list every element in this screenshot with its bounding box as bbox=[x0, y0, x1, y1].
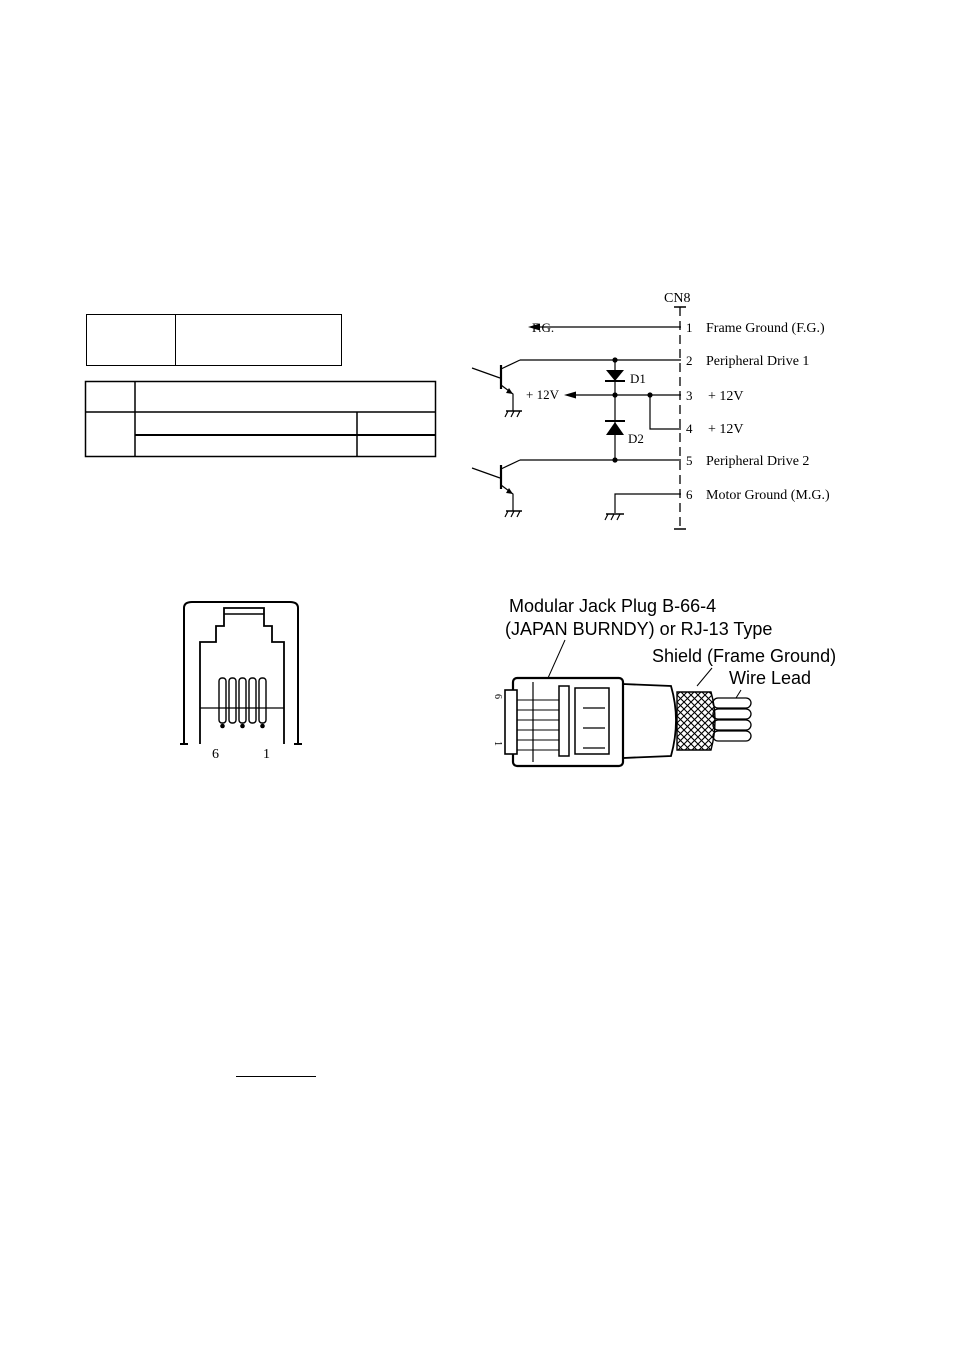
pin-label: Peripheral Drive 2 bbox=[706, 454, 810, 469]
table-cell bbox=[176, 315, 342, 366]
pin-6 bbox=[605, 487, 830, 520]
underline-rule bbox=[236, 1076, 316, 1077]
cn8-circuit-diagram bbox=[460, 285, 880, 540]
pin-label: Motor Ground (M.G.) bbox=[706, 488, 830, 503]
d2-label: D2 bbox=[628, 431, 644, 446]
jack-pin-6-label: 6 bbox=[212, 747, 219, 762]
modular-plug-diagram bbox=[492, 590, 870, 770]
plug-pin-6-label: 6 bbox=[492, 694, 503, 699]
plug-title-line1: Modular Jack Plug B-66-4 bbox=[509, 596, 717, 616]
transistor-1 bbox=[472, 360, 522, 417]
plug-title-line2: (JAPAN BURNDY) or RJ-13 Type bbox=[505, 619, 773, 639]
cable-sheath bbox=[623, 684, 676, 758]
jack-contacts bbox=[219, 678, 266, 723]
plug-body bbox=[505, 678, 623, 766]
diode-d2 bbox=[605, 421, 644, 446]
plug-pin-1-label: 1 bbox=[492, 741, 503, 746]
empty-table-bottom bbox=[84, 380, 438, 460]
fg-output-label: F.G. bbox=[532, 320, 555, 335]
d1-label: D1 bbox=[630, 371, 646, 386]
pin-1 bbox=[528, 320, 825, 336]
wire-leads bbox=[713, 698, 751, 741]
pin-number: 3 bbox=[686, 388, 693, 403]
pin-label: + 12V bbox=[708, 389, 744, 404]
pin-number: 2 bbox=[686, 353, 693, 368]
empty-table-top bbox=[86, 314, 342, 366]
pin-2 bbox=[520, 353, 809, 369]
shield-label: Shield (Frame Ground) bbox=[652, 646, 837, 666]
pin-label: + 12V bbox=[708, 422, 744, 437]
wire-lead-label: Wire Lead bbox=[729, 668, 812, 688]
diode-d1 bbox=[605, 370, 646, 386]
transistor-2 bbox=[472, 460, 522, 517]
jack-pin-1-label: 1 bbox=[263, 747, 270, 762]
pin-number: 1 bbox=[686, 320, 693, 335]
pin-5 bbox=[520, 453, 809, 469]
braided-shield bbox=[677, 692, 715, 750]
v12-output-label: + 12V bbox=[526, 387, 559, 402]
pin-3 bbox=[526, 387, 744, 404]
pin-number: 4 bbox=[686, 421, 693, 436]
table-cell bbox=[87, 315, 176, 366]
connector-label: CN8 bbox=[664, 291, 691, 306]
pin-label: Frame Ground (F.G.) bbox=[706, 321, 825, 336]
pin-number: 5 bbox=[686, 453, 693, 468]
modular-jack-front-view bbox=[178, 598, 308, 763]
pin-label: Peripheral Drive 1 bbox=[706, 354, 810, 369]
pin-number: 6 bbox=[686, 487, 693, 502]
